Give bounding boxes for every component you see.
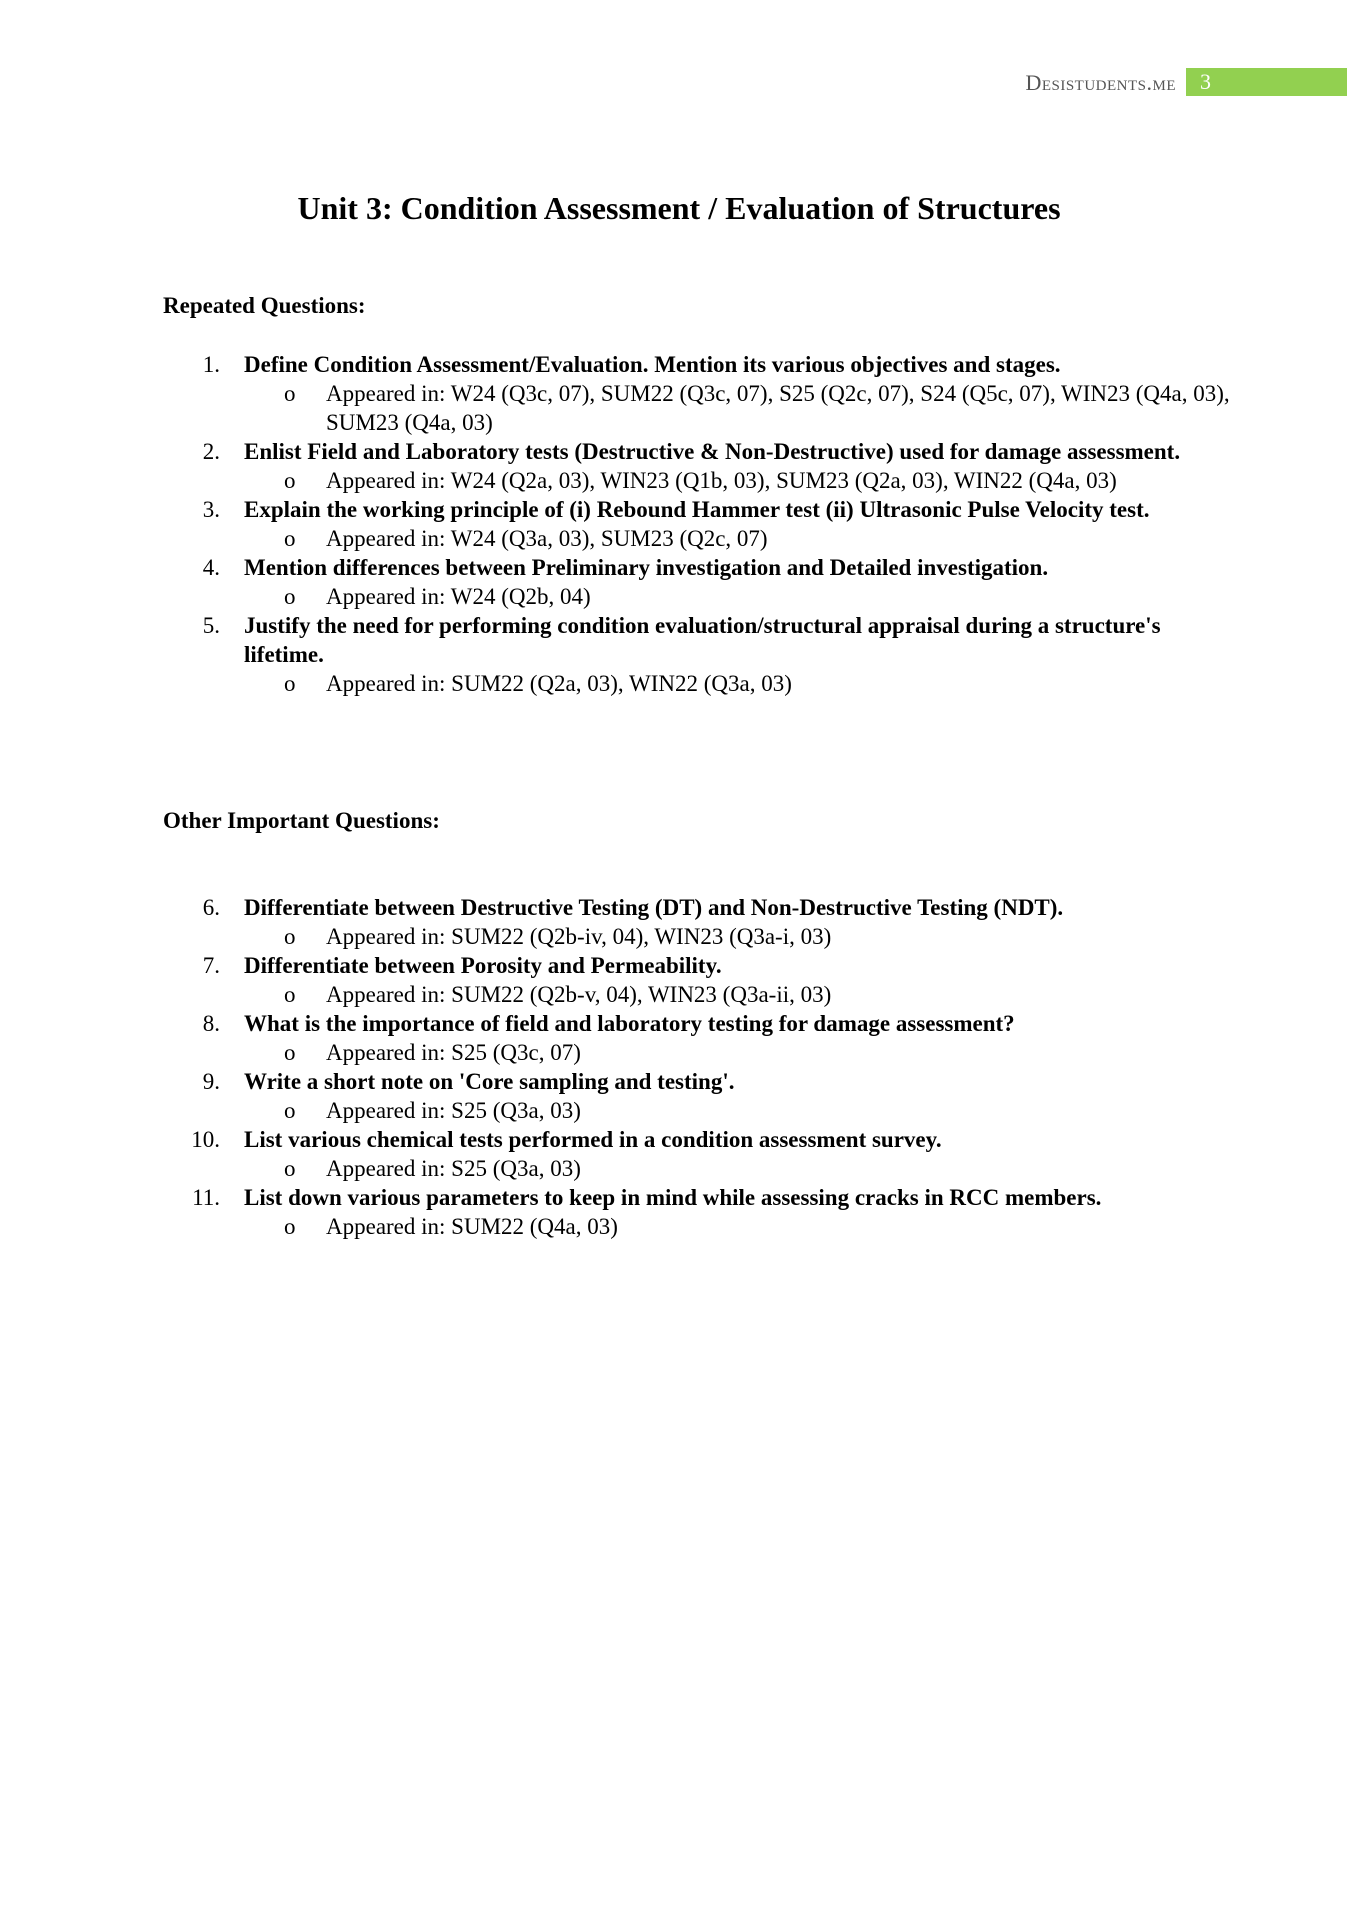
appeared-in-text: Appeared in: S25 (Q3a, 03) — [326, 1156, 581, 1181]
question-text: Enlist Field and Laboratory tests (Destructive & Non-Destructive) used for damage assessment. — [244, 439, 1181, 464]
appeared-in-text: Appeared in: W24 (Q3c, 07), SUM22 (Q3c, 07), S25 (Q2c, 07), S24 (Q5c, 07), WIN23 (Q4a, 03), SUM23 (Q4a, 03) — [326, 381, 1230, 435]
appeared-in-line — [244, 1096, 1194, 1125]
question-text: Differentiate between Destructive Testing (DT) and Non-Destructive Testing (NDT). — [244, 895, 1064, 920]
question-text: What is the importance of field and laboratory testing for damage assessment? — [244, 1011, 1015, 1036]
question-text: Write a short note on 'Core sampling and testing'. — [244, 1069, 735, 1094]
appeared-in-line — [244, 669, 1194, 698]
question-text: List down various parameters to keep in mind while assessing cracks in RCC members. — [244, 1185, 1102, 1210]
question-number: 8. — [202, 1011, 220, 1036]
question-number: 4. — [202, 555, 220, 580]
question-text: Define Condition Assessment/Evaluation. Mention its various objectives and stages. — [244, 352, 1061, 377]
page-number: 3 — [1200, 69, 1211, 94]
other-questions-heading: Other Important Questions: — [163, 808, 440, 833]
bullet-icon: o — [284, 584, 296, 609]
appeared-in-text: Appeared in: SUM22 (Q2a, 03), WIN22 (Q3a, 03) — [326, 671, 792, 696]
question-text: List various chemical tests performed in a condition assessment survey. — [244, 1127, 942, 1152]
question-item — [0, 1125, 1358, 1183]
question-item — [0, 951, 1358, 1009]
appeared-in-line — [244, 466, 1194, 495]
appeared-in-text: Appeared in: SUM22 (Q4a, 03) — [326, 1214, 618, 1239]
question-item — [0, 437, 1358, 495]
bullet-icon: o — [284, 526, 296, 551]
other-questions-list — [0, 893, 1358, 1241]
question-number: 3. — [202, 497, 220, 522]
bullet-icon: o — [284, 381, 296, 406]
bullet-icon: o — [284, 671, 296, 696]
appeared-in-text: Appeared in: W24 (Q3a, 03), SUM23 (Q2c, 07) — [326, 526, 768, 551]
appeared-in-line — [244, 1038, 1194, 1067]
appeared-in-line — [244, 524, 1194, 553]
question-item — [0, 611, 1358, 698]
site-name-initial: D — [1025, 70, 1042, 95]
site-name — [1025, 70, 1176, 96]
question-number: 1. — [202, 352, 220, 377]
question-number: 11. — [192, 1185, 220, 1210]
page-number-badge — [1186, 68, 1347, 96]
question-item — [0, 1009, 1358, 1067]
bullet-icon: o — [284, 1156, 296, 1181]
appeared-in-text: Appeared in: S25 (Q3a, 03) — [326, 1098, 581, 1123]
question-text: Explain the working principle of (i) Rebound Hammer test (ii) Ultrasonic Pulse Velocity test. — [244, 497, 1150, 522]
appeared-in-text: Appeared in: W24 (Q2a, 03), WIN23 (Q1b, 03), SUM23 (Q2a, 03), WIN22 (Q4a, 03) — [326, 468, 1117, 493]
question-number: 7. — [202, 953, 220, 978]
page-title: Unit 3: Condition Assessment / Evaluation of Structures — [297, 190, 1061, 226]
appeared-in-line — [244, 922, 1194, 951]
question-number: 2. — [202, 439, 220, 464]
site-name-rest: esistudents — [1041, 70, 1147, 95]
question-text: Justify the need for performing condition evaluation/structural appraisal during a structure's lifetime. — [244, 613, 1161, 667]
question-number: 9. — [202, 1069, 220, 1094]
appeared-in-line — [244, 379, 1230, 437]
bullet-icon: o — [284, 1214, 296, 1239]
bullet-icon: o — [284, 924, 296, 949]
question-number: 10. — [191, 1127, 220, 1152]
bullet-icon: o — [284, 468, 296, 493]
question-item — [0, 893, 1358, 951]
question-item — [0, 495, 1358, 553]
question-item — [0, 350, 1358, 437]
repeated-questions-list — [0, 350, 1358, 698]
question-number: 5. — [202, 613, 220, 638]
bullet-icon: o — [284, 982, 296, 1007]
appeared-in-text: Appeared in: W24 (Q2b, 04) — [326, 584, 591, 609]
appeared-in-text: Appeared in: S25 (Q3c, 07) — [326, 1040, 581, 1065]
bullet-icon: o — [284, 1098, 296, 1123]
appeared-in-line — [244, 582, 1194, 611]
question-number: 6. — [202, 895, 220, 920]
appeared-in-line — [244, 1154, 1194, 1183]
appeared-in-text: Appeared in: SUM22 (Q2b-iv, 04), WIN23 (Q3a-i, 03) — [326, 924, 832, 949]
question-text: Differentiate between Porosity and Permeability. — [244, 953, 722, 978]
appeared-in-line — [244, 980, 1194, 1009]
question-text: Mention differences between Preliminary investigation and Detailed investigation. — [244, 555, 1049, 580]
question-item — [0, 1183, 1358, 1241]
site-name-tld: .me — [1146, 70, 1176, 95]
question-item — [0, 1067, 1358, 1125]
appeared-in-line — [244, 1212, 1194, 1241]
question-item — [0, 553, 1358, 611]
bullet-icon: o — [284, 1040, 296, 1065]
repeated-questions-heading: Repeated Questions: — [163, 293, 366, 318]
appeared-in-text: Appeared in: SUM22 (Q2b-v, 04), WIN23 (Q3a-ii, 03) — [326, 982, 832, 1007]
